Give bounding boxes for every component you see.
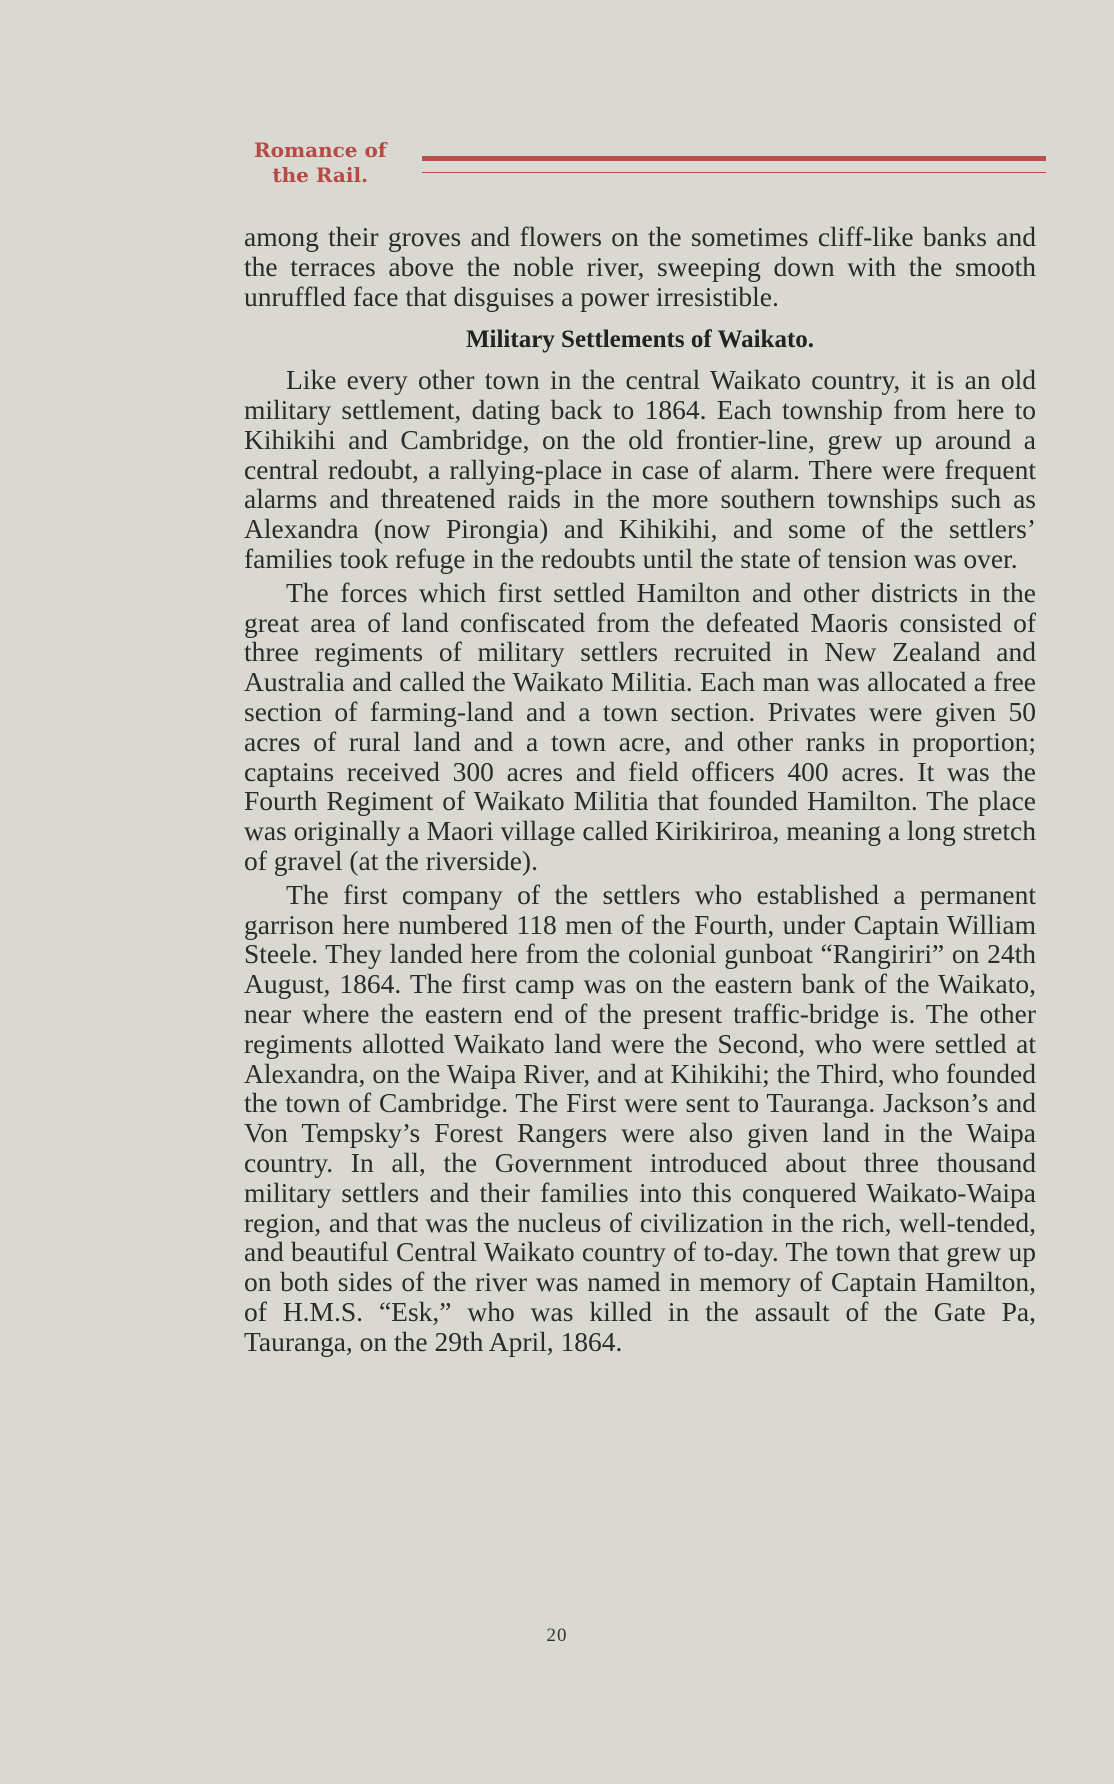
running-head-line-2: the Rail. bbox=[272, 163, 369, 187]
running-head bbox=[254, 138, 386, 188]
running-head-line-1: Romance of bbox=[254, 138, 387, 162]
paragraph-3: The first company of the settlers who established a permanent garrison here numbered 118 men of the Fourth, under Captain William Steele. They landed here from the colonial gunboat “Rangiriri” on 24th August, 1864. The first camp was on the eastern bank of the Waikato, near where the eastern end of the present traffic-bridge is. The other regiments allotted Waikato land were the Second, who were settled at Alexandra, on the Waipa River, and at Kihikihi; the Third, who founded the town of Cambridge. The First were sent to Tauranga. Jackson’s and Von Tempsky’s Forest Rangers were also given land in the Waipa country. In all, the Government introduced about three thousand military settlers and their families into this conquered Waikato-Waipa region, and that was the nucleus of civilization in the rich, well-tended, and beautiful Central Waikato country of to-day. The town that grew up on both sides of the river was named in memory of Captain Hamilton, of H.M.S. “Esk,” who was killed in the assault of the Gate Pa, Tauranga, on the 29th April, 1864. bbox=[244, 878, 1036, 1357]
paragraph-2: The forces which first settled Hamilton and other districts in the great area of land confiscated from the defeated Maoris consisted of three regiments of military settlers recruited in New Zealand and Australia and called the Waikato Militia. Each man was allocated a free section of farming-land and a town section. Privates were given 50 acres of rural land and a town acre, and other ranks in proportion; captains received 300 acres and field officers 400 acres. It was the Fourth Regiment of Waikato Militia that founded Hamilton. The place was originally a Maori village called Kirikiriroa, meaning a long stretch of gravel (at the riverside). bbox=[244, 576, 1036, 876]
continuation-paragraph: among their groves and flowers on the sometimes cliff-like banks and the terraces above the noble river, sweeping down with the smooth unruffled face that disguises a power irresistible. bbox=[244, 221, 1036, 312]
paragraph-1: Like every other town in the central Waikato country, it is an old military settlement, dating back to 1864. Each township from here to Kihikihi and Cambridge, on the old frontier-line, grew up around a central redoubt, a rallying-place in case of alarm. There were frequent alarms and threatened raids in the more southern townships such as Alexandra (now Pirongia) and Kihikihi, and some of the settlers’ families took refuge in the redoubts until the state of tension was over. bbox=[244, 364, 1036, 574]
header-rule-thin bbox=[422, 172, 1046, 173]
section-heading: Military Settlements of Waikato. bbox=[465, 326, 815, 354]
header-rule-thick bbox=[422, 156, 1046, 161]
body-text bbox=[244, 222, 1036, 1356]
page-number: 20 bbox=[546, 1625, 568, 1646]
